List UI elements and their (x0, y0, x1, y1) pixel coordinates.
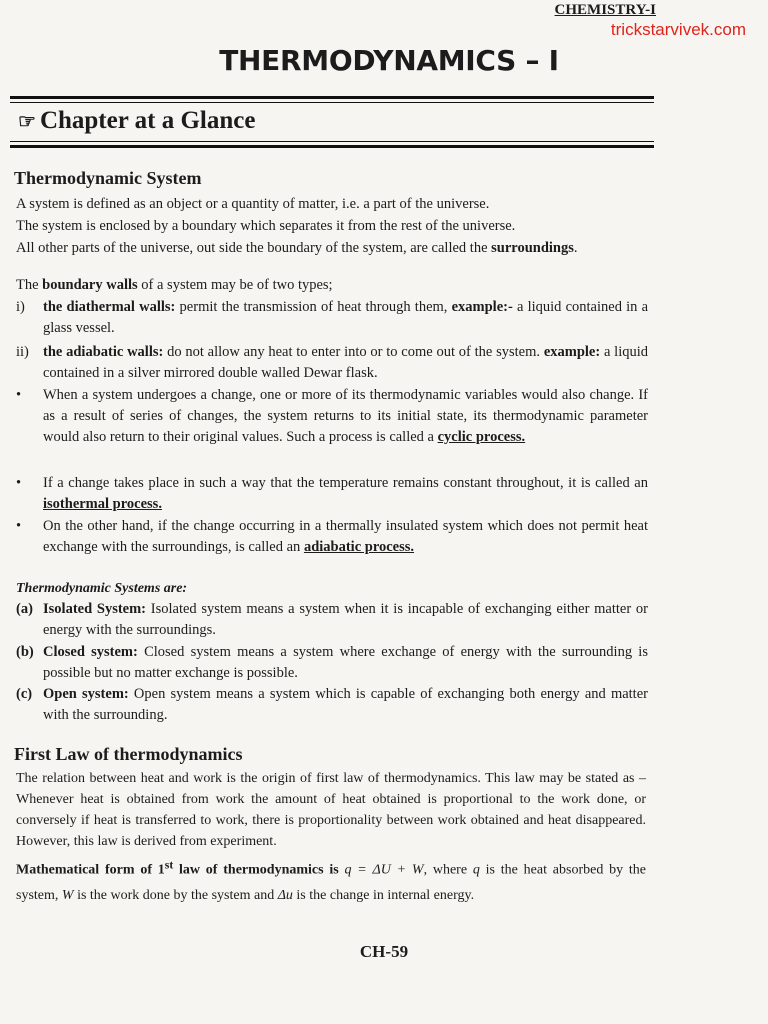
walls-intro: The boundary walls of a system may be of two types; (16, 277, 333, 293)
chapter-rule-top-thick (10, 96, 654, 99)
system-line-2: The system is enclosed by a boundary which separates it from the rest of the universe. (16, 218, 516, 234)
bullet-cyclic-process: • When a system undergoes a change, one or more of its thermodynamic variables would also change. If as a result of series of changes, the system returns to its initial state, its thermodynamic parameter would also return to their original values. Such a process is called a cyclic process. (16, 387, 648, 445)
type-item-closed: (b) Closed system: Closed system means a system where exchange of energy with the surrounding is possible but no matter exchange is possible. (16, 644, 648, 681)
pointing-hand-icon: ☞ (18, 111, 36, 133)
first-law-equation: q = ΔU + W (344, 862, 424, 878)
list-marker: i) (16, 299, 25, 315)
wall-item-diathermal: i) the diathermal walls: permit the transmission of heat through them, example:- a liquid contained in a glass vessel. (16, 299, 649, 336)
type-item-open: (c) Open system: Open system means a system which is capable of exchanging both energy and matter with the surrounding. (16, 686, 648, 723)
wall-item-adiabatic: ii) the adiabatic walls: do not allow any heat to enter into or to come out of the system. example: a liquid contained in a silver mirrored double walled Dewar flask. (16, 344, 649, 381)
section-heading-system: Thermodynamic System (14, 168, 202, 188)
bullet-icon: • (16, 518, 22, 534)
chapter-label: Chapter at a Glance (39, 107, 256, 134)
bullet-icon: • (16, 475, 22, 491)
page-number: CH-59 (359, 942, 409, 961)
bullet-icon: • (16, 387, 22, 403)
list-marker: (a) (16, 601, 33, 617)
chapter-banner (18, 107, 255, 135)
list-marker: ii) (16, 344, 29, 360)
watermark-url: trickstarvivek.com (610, 20, 746, 39)
surroundings-term: surroundings (491, 240, 574, 256)
chapter-rule-top-thin (10, 102, 654, 103)
page-title: THERMODYNAMICS – I (219, 44, 559, 77)
list-marker: (c) (16, 686, 33, 702)
section-heading-first-law: First Law of thermodynamics (14, 744, 243, 764)
subject-label: CHEMISTRY-I (554, 2, 656, 18)
system-line-1: A system is defined as an object or a quantity of matter, i.e. a part of the universe. (16, 196, 490, 212)
chapter-rule-bottom-thick (10, 145, 654, 148)
bullet-adiabatic-process: • On the other hand, if the change occurring in a thermally insulated system which does not permit heat exchange with the surroundings, is called an adiabatic process. (16, 518, 648, 555)
first-law-math-paragraph: Mathematical form of 1st law of thermodynamics is q = ΔU + W, where q is the heat absorbed by the system, W is the work done by the system and Δu is the change in internal energy. (16, 858, 647, 903)
list-marker: (b) (16, 644, 34, 660)
type-item-isolated: (a) Isolated System: Isolated system means a system when it is incapable of exchanging either matter or energy with the surroundings. (16, 601, 648, 638)
system-line-3: All other parts of the universe, out side the boundary of the system, are called the surroundings. (16, 240, 578, 256)
types-heading: Thermodynamic Systems are: (16, 581, 188, 596)
first-law-paragraph: The relation between heat and work is the origin of first law of thermodynamics. This law may be stated as – Whenever heat is obtained from work the amount of heat obtained is proportional to the work done, or conversely if heat is transferred to work, there is proportionality between work obtained and heat disappeared. However, this law is derived from experiment. (16, 771, 646, 849)
chapter-rule-bottom-thin (10, 141, 654, 142)
bullet-isothermal-process: • If a change takes place in such a way that the temperature remains constant throughout, it is called an isothermal process. (16, 475, 648, 512)
